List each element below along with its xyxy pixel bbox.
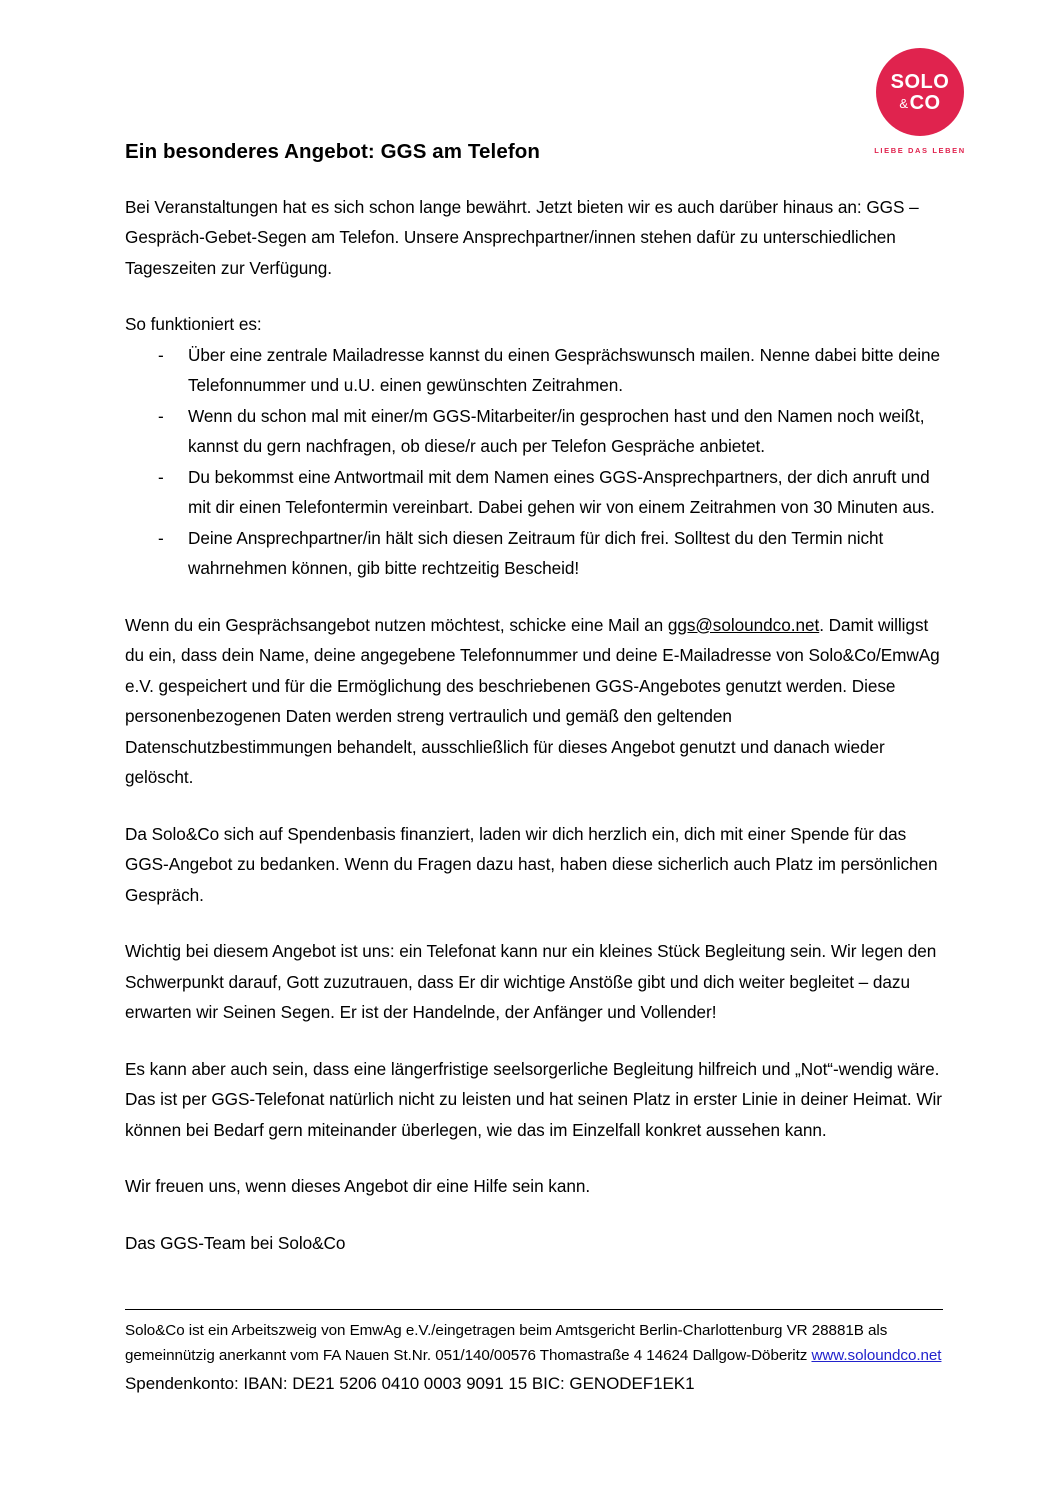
logo-ampersand: & — [899, 95, 909, 111]
website-link[interactable]: www.soloundco.net — [811, 1347, 942, 1364]
footer-legal-text — [125, 1318, 943, 1368]
footer-donation-account: Spendenkonto: IBAN: DE21 5206 0410 0003 9091 15 BIC: GENODEF1EK1 — [125, 1374, 695, 1393]
closing-paragraph: Wir freuen uns, wenn dieses Angebot dir eine Hilfe sein kann. — [125, 1176, 591, 1197]
how-it-works-heading: So funktioniert es: — [125, 314, 262, 335]
list-item — [125, 523, 943, 584]
intro-paragraph: Bei Veranstaltungen hat es sich schon lange bewährt. Jetzt bieten wir es auch darüber hinaus an: GGS – Gespräch-Gebet-Segen am Telefon. Unsere Ansprechpartner/innen stehen dafür zu unterschiedlichen Tageszeiten zur Verfügung. — [125, 196, 919, 278]
logo-text-solo: SOLO — [890, 70, 950, 93]
privacy-text-before: Wenn du ein Gesprächsangebot nutzen möchtest, schicke eine Mail an — [125, 614, 668, 635]
document-footer — [125, 1309, 943, 1397]
dash-marker-icon: - — [158, 344, 164, 365]
dash-marker-icon: - — [158, 466, 164, 487]
dash-marker-icon: - — [158, 405, 164, 426]
list-item — [125, 462, 943, 523]
logo-tagline: LIEBE DAS LEBEN — [874, 146, 966, 155]
document-body — [125, 139, 943, 1284]
logo-text-co — [899, 93, 940, 113]
dash-marker-icon: - — [158, 527, 164, 548]
signature-paragraph: Das GGS-Team bei Solo&Co — [125, 1232, 346, 1253]
logo-co-label: CO — [909, 91, 941, 114]
list-item-text: Du bekommst eine Antwortmail mit dem Namen eines GGS-Ansprechpartners, der dich anruft und mit dir einen Telefontermin vereinbart. Dabei gehen wir von einem Zeitrahmen von 30 Minuten aus. — [188, 466, 935, 518]
list-item — [125, 340, 943, 401]
list-item-text: Über eine zentrale Mailadresse kannst du einen Gesprächswunsch mailen. Nenne dabei bitte deine Telefonnummer und u.U. einen gewünschten Zeitrahmen. — [188, 344, 941, 396]
footer-divider — [125, 1309, 943, 1310]
list-item — [125, 401, 943, 462]
page-title: Ein besonderes Angebot: GGS am Telefon — [125, 140, 540, 163]
longterm-paragraph: Es kann aber auch sein, dass eine längerfristige seelsorgerliche Begleitung hilfreich und „Not“-wendig wäre. Das ist per GGS-Telefonat natürlich nicht zu leisten und hat seinen Platz in erster Linie in deiner Heimat. Wir können bei Bedarf gern miteinander überlegen, wie das im Einzelfall konkret aussehen kann. — [125, 1058, 942, 1140]
email-link[interactable]: ggs@soloundco.net — [667, 614, 820, 635]
donation-paragraph: Da Solo&Co sich auf Spendenbasis finanziert, laden wir dich herzlich ein, dich mit einer Spende für das GGS-Angebot zu bedanken. Wenn du Fragen dazu hast, haben diese sicherlich auch Platz im persönlichen Gespräch. — [125, 823, 938, 905]
footer-legal-part: Solo&Co ist ein Arbeitszweig von EmwAg e.V./eingetragen beim Amtsgericht Berlin-Charlottenburg VR 28881B als gemeinnützig anerkannt vom FA Nauen St.Nr. 051/140/00576 Thomastraße 4 14624 Dallgow-Döberitz — [125, 1322, 888, 1364]
logo-circle-icon — [876, 48, 964, 136]
privacy-text-after: . Damit willigst du ein, dass dein Name, deine angegebene Telefonnummer und deine E-Mailadresse von Solo&Co/EmwAg e.V. gespeichert und für die Ermöglichung des beschriebenen GGS-Angebotes genutzt werden. Diese personenbezogenen Daten werden streng vertraulich und gemäß den geltenden Datenschutzbestimmungen behandelt, ausschließlich für dieses Angebot genutzt und danach wieder gelöscht. — [125, 614, 940, 788]
how-it-works-list — [125, 340, 943, 584]
important-paragraph: Wichtig bei diesem Angebot ist uns: ein Telefonat kann nur ein kleines Stück Begleitung sein. Wir legen den Schwerpunkt darauf, Gott zuzutrauen, dass Er dir wichtige Anstöße gibt und dich weiter begleitet – dazu erwarten wir Seinen Segen. Er ist der Handelnde, der Anfänger und Vollender! — [125, 941, 937, 1023]
list-item-text: Wenn du schon mal mit einer/m GGS-Mitarbeiter/in gesprochen hast und den Namen noch weißt, kannst du gern nachfragen, ob diese/r auch per Telefon Gespräche anbietet. — [188, 405, 925, 457]
list-item-text: Deine Ansprechpartner/in hält sich diesen Zeitraum für dich frei. Solltest du den Termin nicht wahrnehmen können, gib bitte rechtzeitig Bescheid! — [188, 527, 884, 579]
privacy-paragraph — [125, 610, 943, 793]
